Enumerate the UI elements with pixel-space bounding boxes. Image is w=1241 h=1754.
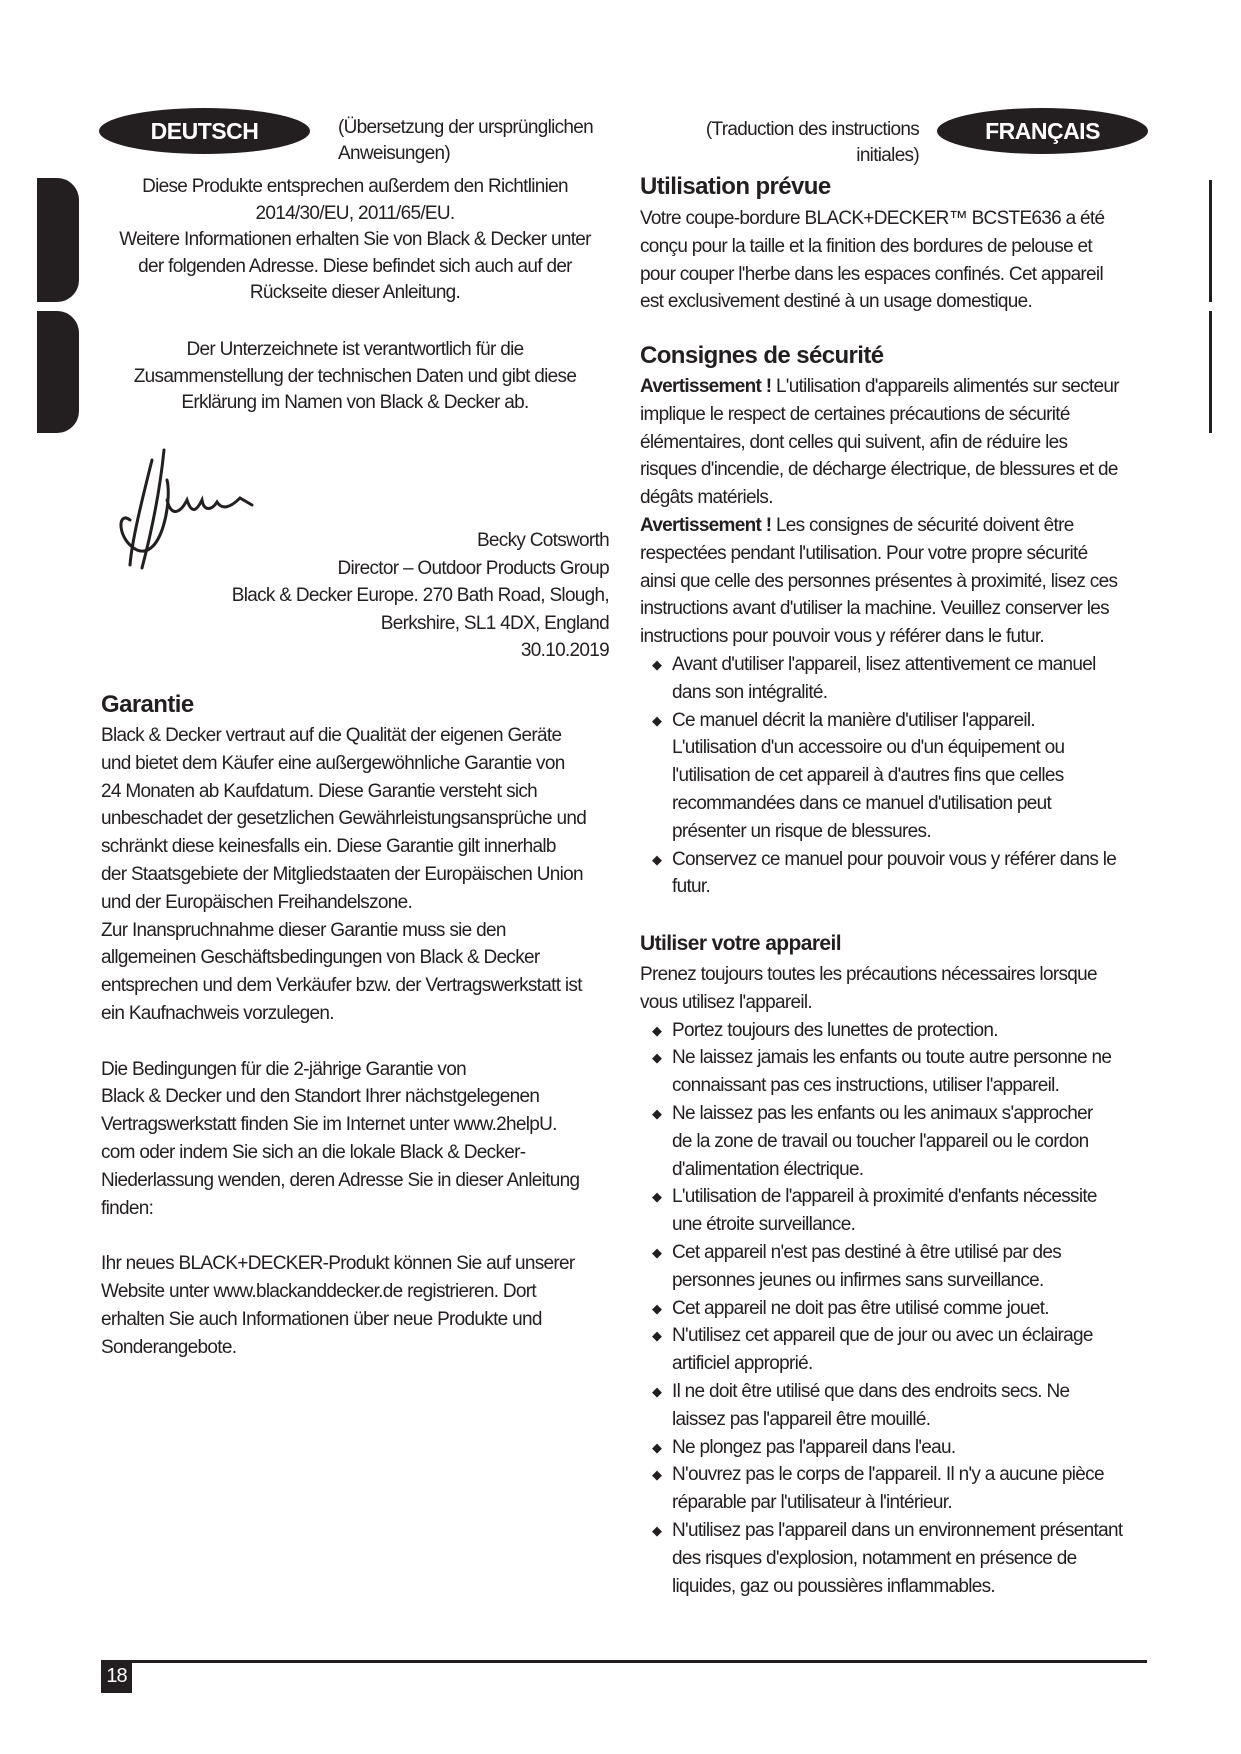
margin-bar [1209, 311, 1212, 433]
text-line: personnes jeunes ou infirmes sans surveillance. [672, 1269, 1044, 1291]
diamond-bullet-icon: ◆ [652, 1439, 662, 1455]
section-tab [37, 311, 79, 433]
diamond-bullet-icon: ◆ [652, 1522, 662, 1538]
bullet-item [640, 1044, 1122, 1100]
text-line: Portez toujours des lunettes de protection. [672, 1019, 998, 1041]
text-line: (Traduction des instructions [705, 119, 919, 140]
garantie-text [101, 722, 586, 1361]
text-line: Zusammenstellung der technischen Daten und gibt diese [133, 365, 577, 387]
text-line: unbeschadet der gesetzlichen Gewährleistungsansprüche und [101, 808, 587, 830]
text-line: und bietet dem Käufer eine außergewöhnliche Garantie von [101, 752, 565, 774]
usage-heading: Utilisation prévue [640, 173, 831, 200]
diamond-bullet-icon: ◆ [652, 1300, 662, 1316]
text-line: dégâts matériels. [640, 487, 773, 509]
warning-text: Les consignes de sécurité doivent être [771, 514, 1074, 536]
text-line: entsprechen und dem Verkäufer bzw. der Vertragswerkstatt ist [101, 975, 582, 997]
text-line: vous utilisez l'appareil. [640, 991, 812, 1013]
text-line: com oder indem Sie sich an die lokale Black & Decker- [101, 1141, 526, 1163]
text-line: Sonderangebote. [101, 1336, 237, 1358]
diamond-bullet-icon: ◆ [652, 1328, 662, 1344]
text-line: 2014/30/EU, 2011/65/EU. [255, 202, 455, 224]
garantie-heading: Garantie [101, 691, 194, 718]
text-line: Der Unterzeichnete ist verantwortlich für die [186, 339, 524, 360]
text-line: N'utilisez cet appareil que de jour ou avec un éclairage [672, 1325, 1093, 1347]
text-line: 30.10.2019 [520, 640, 609, 662]
text-line: Berkshire, SL1 4DX, England [380, 612, 609, 634]
use-heading: Utiliser votre appareil [640, 932, 841, 955]
declaration-text [101, 337, 609, 417]
warning-text: L'utilisation d'appareils alimentés sur secteur [771, 376, 1119, 397]
text-line: élémentaires, dont celles qui suivent, afin de réduire les [640, 431, 1068, 453]
text-line: (Übersetzung der ursprünglichen [338, 117, 594, 138]
text-line: instructions pour pouvoir vous y référer dans le futur. [640, 626, 1045, 648]
diamond-bullet-icon: ◆ [652, 851, 662, 867]
diamond-bullet-icon: ◆ [652, 1244, 662, 1260]
paragraph [101, 1056, 586, 1223]
text-line: Prenez toujours toutes les précautions nécessaires lorsque [640, 964, 1097, 985]
safety-bullets [640, 651, 1119, 901]
text-line: Ihr neues BLACK+DECKER-Produkt können Sie auf unserer [101, 1253, 575, 1275]
diamond-bullet-icon: ◆ [652, 712, 662, 728]
use-bullets [640, 1017, 1122, 1601]
bullet-item [640, 1017, 1122, 1045]
text-line: Diese Produkte entsprechen außerdem den Richtlinien [142, 176, 568, 197]
text-line: Weitere Informationen erhalten Sie von Black & Decker unter [119, 229, 591, 250]
text-line: est exclusivement destiné à un usage domestique. [640, 291, 1033, 313]
text-line: artificiel approprié. [672, 1353, 813, 1375]
text-line: Black & Decker und den Standort Ihrer nächstgelegenen [101, 1086, 540, 1108]
language-badge-francais: FRANÇAIS [937, 108, 1148, 154]
text-line: und der Europäischen Freihandelszone. [101, 891, 413, 913]
compliance-text [101, 174, 609, 307]
bullet-item [640, 1183, 1122, 1239]
margin-bar [1209, 180, 1212, 302]
text-line: Niederlassung wenden, deren Adresse Sie in dieser Anleitung [101, 1169, 580, 1191]
text-line: des risques d'explosion, notamment en présence de [672, 1547, 1077, 1569]
text-line: Votre coupe-bordure BLACK+DECKER™ BCSTE636 a été [640, 208, 1105, 229]
bullet-item [640, 1239, 1122, 1295]
text-line: der folgenden Adresse. Diese befindet sich auch auf der [138, 255, 572, 277]
bullet-item [640, 1100, 1122, 1183]
text-line: N'ouvrez pas le corps de l'appareil. Il n'y a aucune pièce [672, 1464, 1104, 1486]
text-line: Il ne doit être utilisé que dans des endroits secs. Ne [672, 1380, 1070, 1402]
text-line: finden: [101, 1197, 154, 1219]
text-line: 24 Monaten ab Kaufdatum. Diese Garantie versteht sich [101, 780, 538, 802]
text-line: Anweisungen) [338, 143, 451, 164]
footer-rule [101, 1660, 1147, 1663]
paragraph [101, 722, 586, 1028]
text-line: laissez pas l'appareil être mouillé. [672, 1408, 931, 1430]
text-line: de la zone de travail ou toucher l'appareil ou le cordon [672, 1130, 1089, 1152]
section-tab [37, 178, 79, 302]
subtitle-fr [640, 117, 919, 169]
text-line: liquides, gaz ou poussières inflammables. [672, 1575, 995, 1597]
bullet-item [640, 1322, 1122, 1378]
text-line: Die Bedingungen für die 2-jährige Garantie von [101, 1058, 466, 1080]
warning-label: Avertissement ! [640, 376, 772, 397]
text-line: L'utilisation de l'appareil à proximité d'enfants nécessite [672, 1186, 1097, 1208]
text-line: schränkt diese keinesfalls ein. Diese Garantie gilt innerhalb [101, 836, 556, 858]
diamond-bullet-icon: ◆ [652, 1022, 662, 1038]
language-badge-deutsch: DEUTSCH [99, 108, 310, 154]
bullet-item [640, 651, 1119, 707]
text-line: Avant d'utiliser l'appareil, lisez attentivement ce manuel [672, 653, 1096, 675]
text-line: Becky Cotsworth [476, 530, 609, 551]
diamond-bullet-icon: ◆ [652, 1189, 662, 1205]
text-line: Director – Outdoor Products Group [337, 557, 609, 579]
text-line: Ne plongez pas l'appareil dans l'eau. [672, 1436, 956, 1458]
page-number: 18 [101, 1660, 132, 1693]
text-line: N'utilisez pas l'appareil dans un environnement présentant [672, 1519, 1123, 1541]
text-line: der Staatsgebiete der Mitgliedstaaten der Europäischen Union [101, 863, 583, 885]
warning-label: Avertissement ! [640, 514, 772, 536]
text-line: Erklärung im Namen von Black & Decker ab. [181, 392, 529, 413]
text-line: implique le respect de certaines précautions de sécurité [640, 403, 1070, 425]
text-line: Cet appareil n'est pas destiné à être utilisé par des [672, 1241, 1061, 1263]
paragraph [101, 1250, 586, 1361]
diamond-bullet-icon: ◆ [652, 1383, 662, 1399]
text-line: initiales) [856, 145, 919, 166]
text-line [640, 512, 1119, 540]
text-line: pour couper l'herbe dans les espaces confinés. Cet appareil [640, 263, 1103, 285]
text-line: recommandées dans ce manuel d'utilisation peut [672, 792, 1052, 814]
text-line: conçu pour la taille et la finition des bordures de pelouse et [640, 235, 1092, 257]
usage-text [640, 205, 1104, 316]
bullet-item [640, 1295, 1122, 1323]
bullet-item [640, 1434, 1122, 1462]
text-line: connaissant pas ces instructions, utiliser l'appareil. [672, 1075, 1060, 1097]
safety-text [640, 373, 1119, 901]
diamond-bullet-icon: ◆ [652, 1050, 662, 1066]
safety-warnings [640, 373, 1119, 651]
subtitle-de [338, 115, 593, 167]
text-line: Rückseite dieser Anleitung. [249, 282, 461, 303]
text-line: instructions avant d'utiliser la machine. Veuillez conserver les [640, 598, 1109, 620]
text-line: Ne laissez pas les enfants ou les animaux s'approcher [672, 1102, 1093, 1124]
text-line [640, 373, 1119, 401]
text-line: Cet appareil ne doit pas être utilisé comme jouet. [672, 1297, 1049, 1319]
text-line: Black & Decker Europe. 270 Bath Road, Slough, [231, 585, 609, 607]
text-line: Vertragswerkstatt finden Sie im Internet unter www.2helpU. [101, 1114, 557, 1136]
text-line: une étroite surveillance. [672, 1214, 856, 1236]
text-line: Website unter www.blackanddecker.de registrieren. Dort [101, 1280, 536, 1302]
text-line: erhalten Sie auch Informationen über neue Produkte und [101, 1308, 542, 1330]
bullet-item [640, 1517, 1122, 1600]
signatory-block [101, 527, 609, 665]
text-line: présenter un risque de blessures. [672, 820, 931, 842]
text-line: respectées pendant l'utilisation. Pour votre propre sécurité [640, 542, 1088, 564]
text-line: ein Kaufnachweis vorzulegen. [101, 1002, 334, 1024]
text-line: l'utilisation de cet appareil à d'autres fins que celles [672, 765, 1064, 787]
text-line: réparable par l'utilisateur à l'intérieur. [672, 1492, 952, 1514]
text-line: Ne laissez jamais les enfants ou toute autre personne ne [672, 1047, 1112, 1069]
diamond-bullet-icon: ◆ [652, 1467, 662, 1483]
bullet-item [640, 1461, 1122, 1517]
text-line: Black & Decker vertraut auf die Qualität der eigenen Geräte [101, 725, 562, 746]
text-line: ainsi que celle des personnes présentes à proximité, lisez ces [640, 570, 1118, 592]
text-line: Ce manuel décrit la manière d'utiliser l'appareil. [672, 709, 1035, 731]
text-line: dans son intégralité. [672, 681, 828, 703]
diamond-bullet-icon: ◆ [652, 1105, 662, 1121]
bullet-item [640, 1378, 1122, 1434]
text-line: d'alimentation électrique. [672, 1158, 864, 1180]
text-line: futur. [672, 876, 711, 898]
use-text [640, 961, 1122, 1600]
diamond-bullet-icon: ◆ [652, 656, 662, 672]
bullet-item [640, 846, 1119, 902]
use-intro [640, 961, 1122, 1017]
bullet-item [640, 707, 1119, 846]
safety-heading: Consignes de sécurité [640, 342, 884, 369]
text-line: Conservez ce manuel pour pouvoir vous y référer dans le [672, 848, 1117, 870]
text-line: L'utilisation d'un accessoire ou d'un équipement ou [672, 737, 1065, 759]
text-line: Zur Inanspruchnahme dieser Garantie muss sie den [101, 919, 506, 941]
text-line: allgemeinen Geschäftsbedingungen von Black & Decker [101, 947, 540, 969]
text-line: risques d'incendie, de décharge électrique, de blessures et de [640, 459, 1118, 481]
